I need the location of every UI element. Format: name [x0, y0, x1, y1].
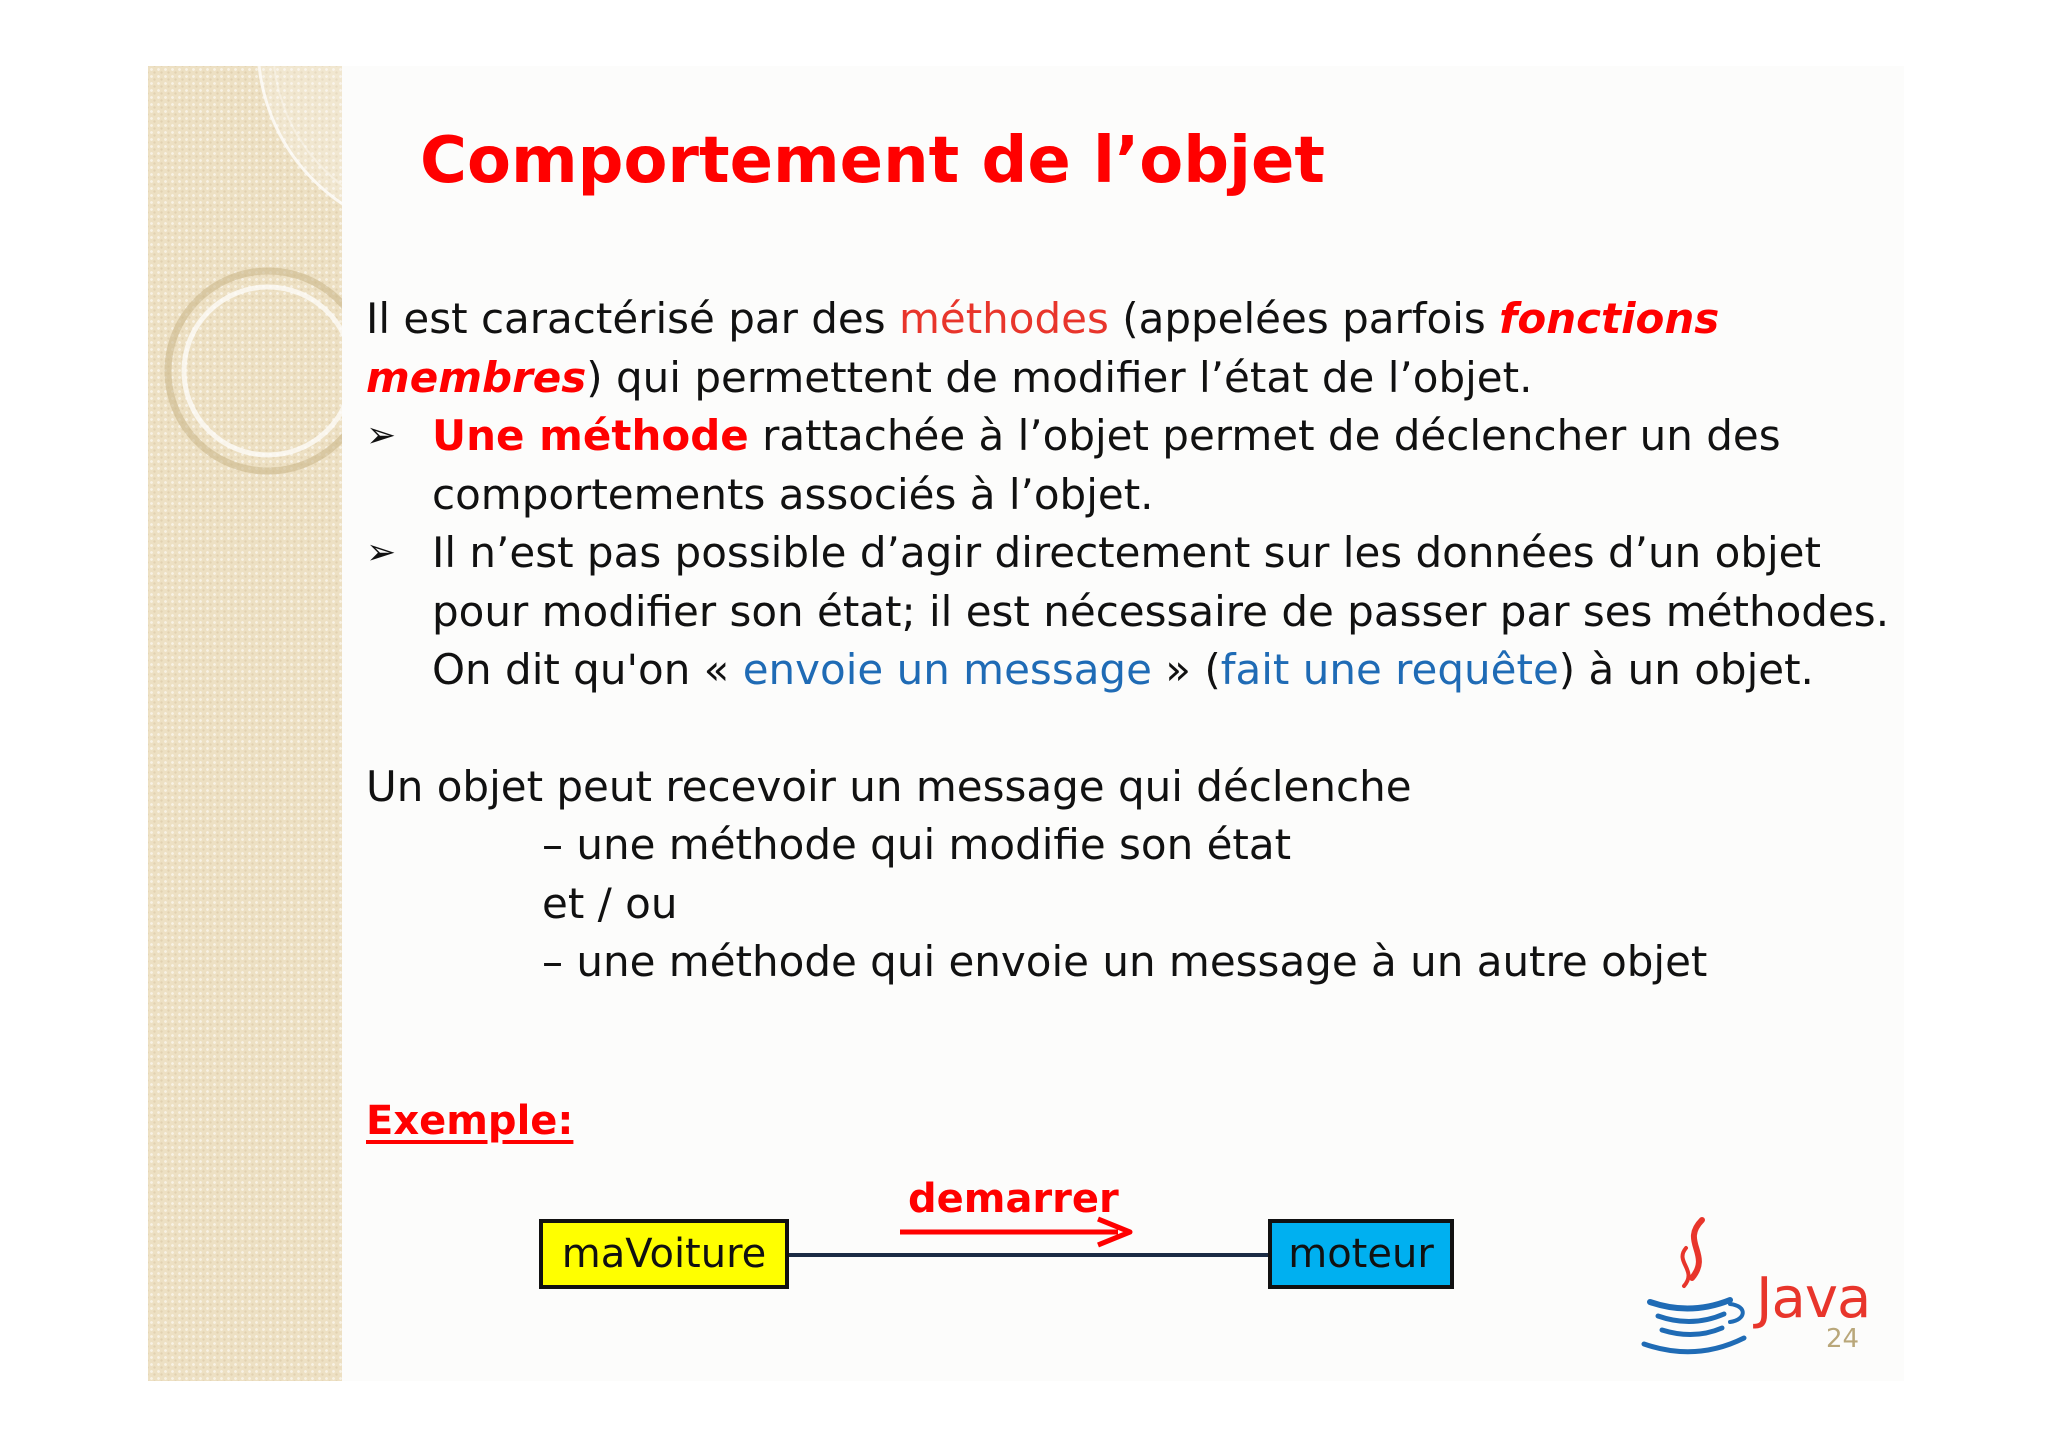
bullet-item — [366, 524, 1896, 700]
slide-title: Comportement de l’objet — [420, 124, 1325, 198]
arrow-bullet-icon: ➢ — [366, 415, 397, 456]
intro-text: (appelées parfois — [1108, 294, 1500, 343]
bullet-text: Il n’est pas possible d’agir directement sur les données d’un objet pour modifier son état; il est nécessaire de passer par ses méthodes. On dit qu'on « — [432, 528, 1890, 694]
object-link-line — [789, 1253, 1268, 1257]
message-option-2: – une méthode qui envoie un message à un autre objet — [542, 937, 1708, 986]
fonctions-membres-term: fonctions membres — [366, 294, 1720, 402]
source-object-box — [539, 1219, 789, 1289]
source-object-label: maVoiture — [561, 1231, 767, 1277]
une-methode-term: Une méthode — [432, 411, 749, 460]
slide-body — [366, 290, 1896, 992]
message-arrow-icon — [898, 1216, 1138, 1248]
spacer — [366, 700, 1896, 758]
methodes-term: méthodes — [898, 294, 1109, 343]
intro-text: Il est caractérisé par des — [366, 294, 899, 343]
decorative-sidebar — [148, 66, 342, 1381]
bullet-text: » ( — [1151, 645, 1221, 694]
target-object-box — [1268, 1219, 1454, 1289]
bullet-text: rattachée à l’objet permet de déclencher un des comportements associés à l’objet. — [432, 411, 1781, 519]
page-number: 24 — [1826, 1324, 1860, 1354]
arrow-bullet-icon: ➢ — [366, 532, 397, 573]
message-option-1: – une méthode qui modifie son état — [542, 820, 1292, 869]
bullet-item — [366, 407, 1896, 524]
envoie-un-message-term: envoie un message — [742, 645, 1152, 694]
java-coffee-cup-icon — [1640, 1212, 1750, 1362]
message-label: demarrer — [908, 1176, 1119, 1222]
sidebar-circles-decoration — [148, 66, 342, 1381]
intro-text: ) qui permettent de modifier l’état de l’objet. — [586, 352, 1533, 402]
intro-paragraph — [366, 290, 1896, 407]
bullet-text: ) à un objet. — [1558, 645, 1814, 694]
java-logo-text: Java — [1756, 1266, 1871, 1331]
fait-une-requete-term: fait une requête — [1220, 645, 1559, 694]
message-connector: et / ou — [542, 878, 678, 928]
message-intro: Un objet peut recevoir un message qui déclenche — [366, 761, 1412, 811]
example-label: Exemple: — [366, 1098, 574, 1144]
target-object-label: moteur — [1288, 1231, 1434, 1277]
